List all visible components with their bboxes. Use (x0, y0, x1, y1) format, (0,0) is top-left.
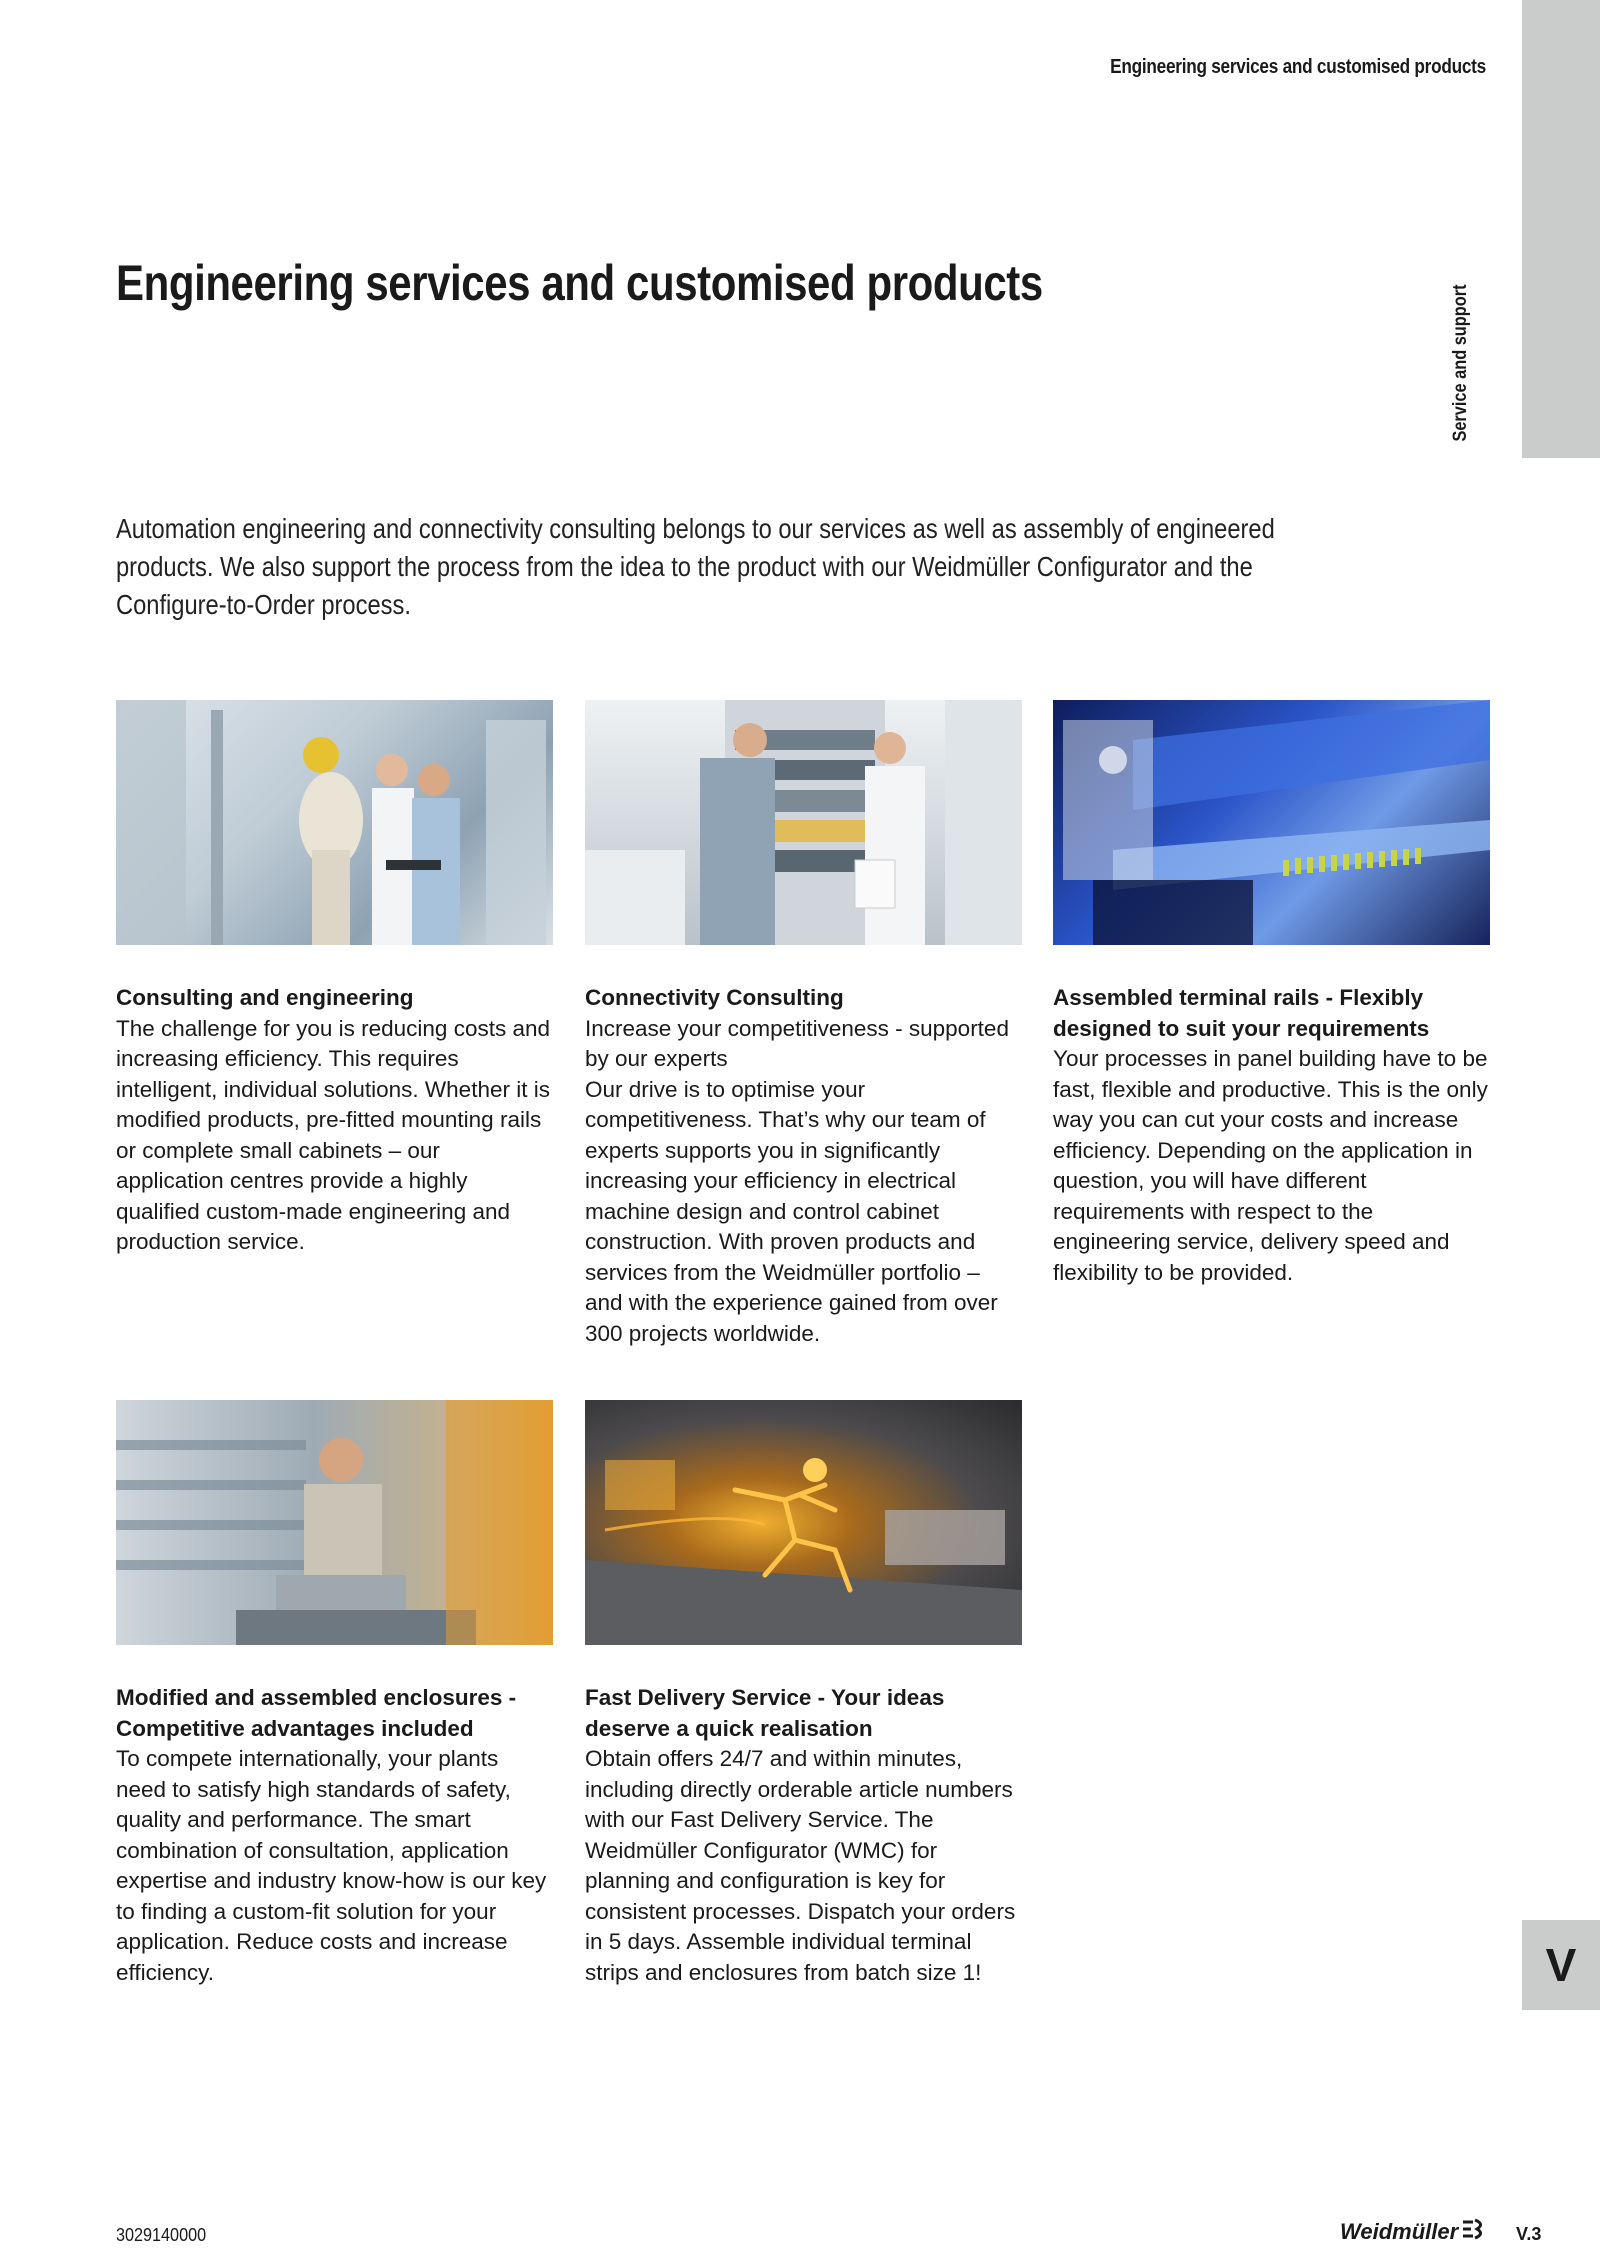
brand-logo-icon (1461, 2216, 1487, 2242)
card-heading: Modified and assembled enclosures - Competitive advantages included (116, 1685, 517, 1741)
running-figure-photo (585, 1400, 1022, 1645)
card-body: Increase your competitiveness - supported by our experts Our drive is to optimise your competitiveness. That’s why our team of experts supports you in significantly increasing your efficiency in electrical machine design and control cabinet construction. With proven products and services from the Weidmüller portfolio – and with the experience gained from over 300 projects worldwide. (585, 1015, 1009, 1346)
card-consulting-engineering (116, 700, 553, 1258)
card-heading: Connectivity Consulting (585, 985, 844, 1010)
card-text (1053, 983, 1490, 1288)
card-heading: Consulting and engineering (116, 985, 414, 1010)
card-text (116, 1683, 553, 1988)
terminal-rail-assembly-photo (1053, 700, 1490, 945)
document-number: 3029140000 (116, 2225, 207, 2245)
card-fast-delivery-service (585, 1400, 1022, 1988)
card-body: To compete internationally, your plants need to satisfy high standards of safety, quality and performance. The smart combination of consultation, application expertise and industry know-how is our key to finding a custom-fit solution for your application. Reduce costs and increase efficiency. (116, 1746, 547, 1985)
side-tab-label: Service and support (1450, 284, 1471, 442)
card-text (116, 983, 553, 1258)
card-text (585, 983, 1022, 1349)
brand-logo-text: Weidmüller (1340, 2219, 1459, 2244)
intro-paragraph: Automation engineering and connectivity consulting belongs to our services as well as assembly of engineered products. We also support the process from the idea to the product with our Weidmüller Configurator and the Configure-to-Order process. (116, 513, 1275, 620)
page-title: Engineering services and customised products (116, 255, 1043, 311)
card-body: Your processes in panel building have to be fast, flexible and productive. This is the only way you can cut your costs and increase efficiency. Depending on the application in question, you will have different requirements with respect to the engineering service, delivery speed and flexibility to be provided. (1053, 1046, 1488, 1285)
card-heading: Assembled terminal rails - Flexibly designed to suit your requirements (1053, 985, 1430, 1041)
page-number: V.3 (1516, 2224, 1542, 2244)
technician-at-workbench-photo (116, 1400, 553, 1645)
card-modified-enclosures (116, 1400, 553, 1988)
card-body: The challenge for you is reducing costs and increasing efficiency. This requires intelligent, individual solutions. Whether it is modified products, pre-fitted mounting rails or complete small cabinets – our application centres provide a highly qualified custom-made engineering and production service. (116, 1015, 551, 1254)
running-header: Engineering services and customised products (1110, 56, 1486, 78)
card-body: Obtain offers 24/7 and within minutes, including directly orderable article numbers with our Fast Delivery Service. The Weidmüller Configurator (WMC) for planning and configuration is key for consistent processes. Dispatch your orders in 5 days. Assemble individual terminal strips and enclosures from batch size 1! (585, 1746, 1016, 1985)
side-tab (1450, 0, 1600, 458)
engineers-with-robot-photo (116, 700, 553, 945)
card-connectivity-consulting (585, 700, 1022, 1349)
consultants-at-cabinet-photo (585, 700, 1022, 945)
card-text (585, 1683, 1022, 1988)
card-heading: Fast Delivery Service - Your ideas deserve a quick realisation (585, 1685, 945, 1741)
section-letter-tab: V (1522, 1920, 1600, 2010)
card-assembled-terminal-rails (1053, 700, 1490, 1288)
